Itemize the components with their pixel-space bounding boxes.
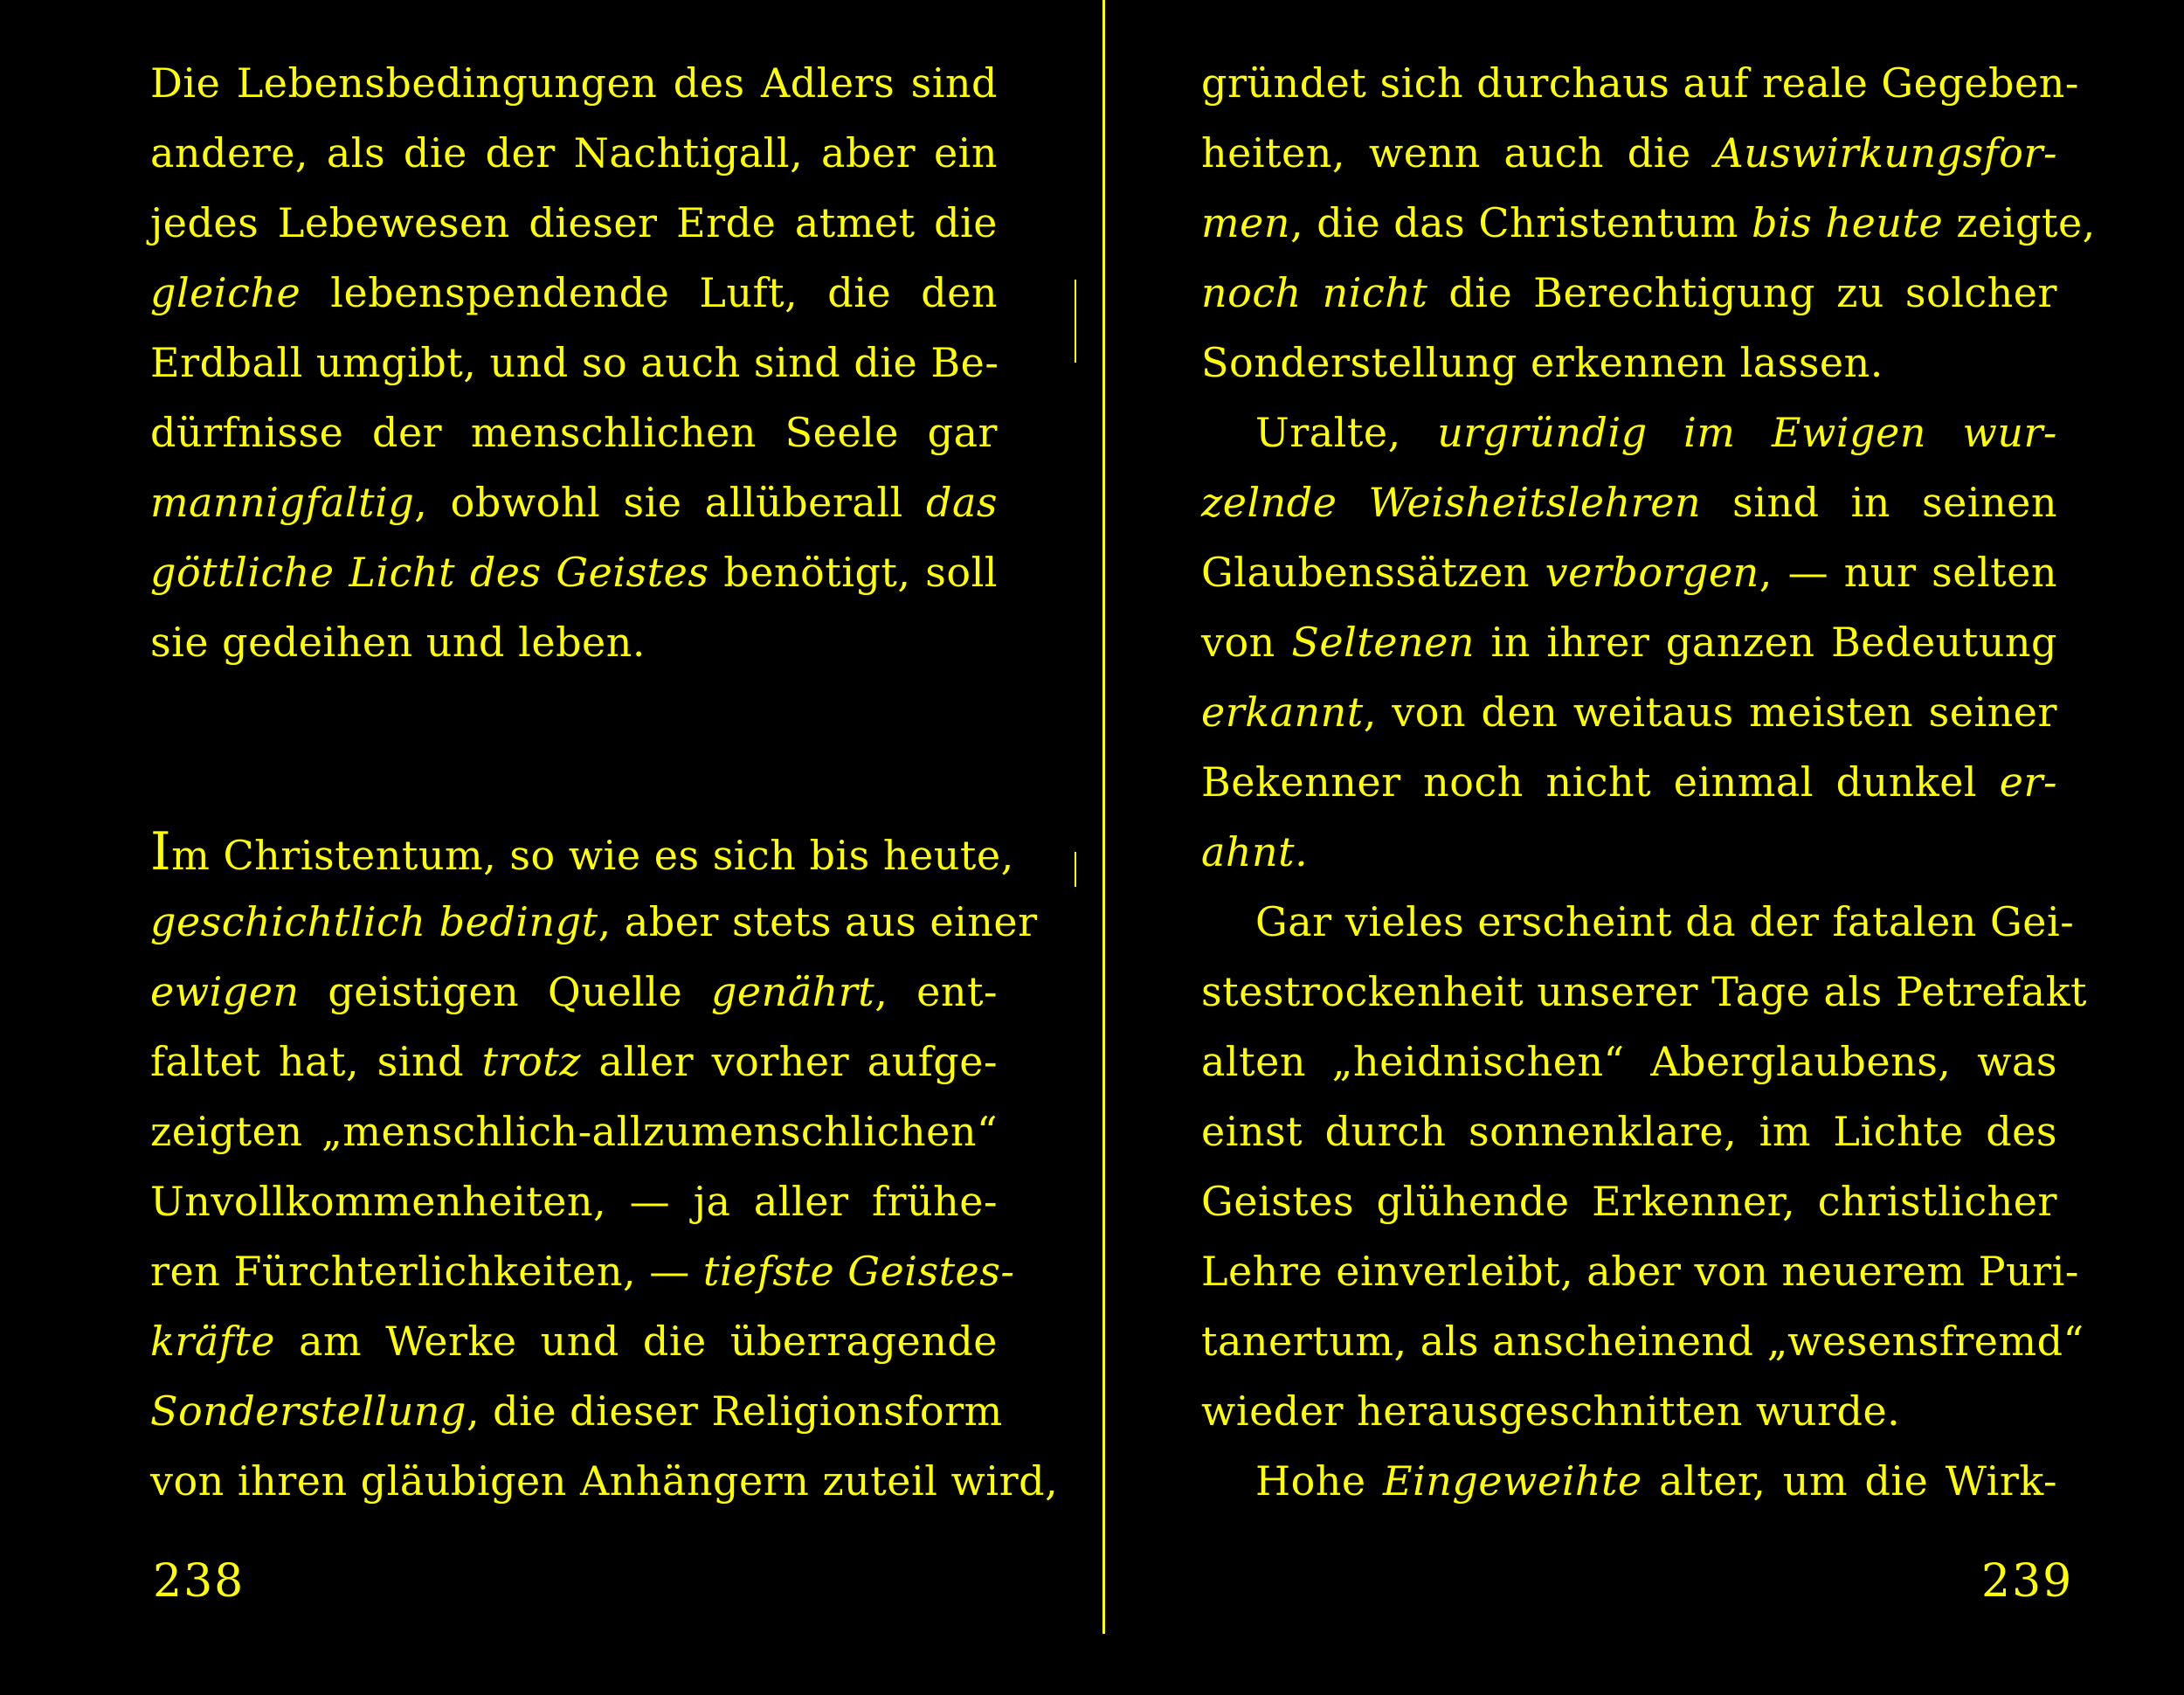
text-line (1201, 957, 2087, 1027)
book-gutter (1102, 0, 1105, 1634)
text-line (150, 1097, 998, 1166)
text-run: sie gedeihen und leben. (150, 619, 646, 666)
text-line (1201, 887, 2075, 957)
text-line (150, 398, 998, 467)
italic-text: Sonderstellung (150, 1387, 467, 1435)
page-number-left: 238 (153, 1555, 245, 1608)
italic-text: er- (1999, 758, 2057, 806)
text-run: Erdball umgibt, und so auch sind die Be- (150, 339, 999, 386)
text-run: gründet sich durchaus auf reale Gegeben- (1201, 59, 2079, 107)
text-run: , obwohl sie allüberall (414, 479, 927, 526)
text-line (150, 537, 998, 607)
text-run: andere, als die der Nachtigall, aber ein (150, 129, 998, 176)
text-line (150, 1166, 998, 1236)
text-line (150, 607, 998, 677)
text-line (150, 1446, 1059, 1516)
right-paragraph-4 (1201, 1446, 2057, 1516)
italic-text: noch nicht (1201, 269, 1428, 316)
text-run: zeigten „menschlich-allzumenschlichen“ (150, 1108, 998, 1155)
text-run: m Christentum, so wie es sich bis heute, (171, 832, 1014, 879)
text-line (150, 817, 1014, 887)
italic-text: Seltenen (1291, 619, 1475, 666)
italic-text: genährt (710, 968, 875, 1015)
text-line (1201, 1446, 2057, 1516)
text-run: Sonderstellung erkennen lassen. (1201, 339, 1883, 386)
text-line (1201, 258, 2057, 328)
gutter-mark (1075, 852, 1076, 887)
text-line (150, 48, 998, 118)
text-run: in ihrer ganzen Bedeutung (1474, 619, 2057, 666)
text-run: jedes Lebewesen dieser Erde atmet die (150, 199, 998, 246)
text-run: lebenspendende Luft, die den (301, 269, 998, 316)
text-run: von ihren gläubigen Anhängern zuteil wird, (150, 1457, 1059, 1505)
italic-text: ahnt. (1201, 828, 1309, 875)
text-line (150, 1027, 998, 1097)
page-number-right: 239 (1981, 1555, 2074, 1608)
text-line (1201, 1097, 2057, 1166)
italic-text: das (926, 479, 998, 526)
text-run: Hohe (1255, 1457, 1384, 1505)
italic-text: Auswirkungsfor- (1714, 129, 2057, 176)
italic-text: bis heute (1752, 199, 1944, 246)
text-run: aller vorher aufge- (580, 1038, 998, 1085)
text-run: Unvollkommenheiten, — ja aller frühe- (150, 1178, 998, 1225)
text-run: wieder herausgeschnitten wurde. (1201, 1387, 1901, 1435)
text-run: , aber stets aus einer (598, 898, 1038, 945)
italic-text: ewigen (150, 968, 300, 1015)
text-run: zeigte, (1943, 199, 2096, 246)
drop-cap: I (150, 821, 172, 882)
text-line (1201, 1306, 2084, 1376)
right-paragraph-1 (1201, 48, 2096, 398)
text-run: , von den weitaus meisten seiner (1363, 688, 2057, 736)
text-run: ren Fürchterlichkeiten, — (150, 1248, 703, 1295)
text-run: Lehre einverleibt, aber von neuerem Puri- (1201, 1248, 2079, 1295)
gutter-mark (1075, 280, 1076, 363)
text-run: Die Lebensbedingungen des Adlers sind (150, 59, 998, 107)
italic-text: verborgen (1545, 549, 1759, 596)
text-line (1201, 1166, 2057, 1236)
text-line (150, 258, 998, 328)
section-gap (150, 677, 998, 817)
text-run: Uralte, (1255, 409, 1438, 456)
text-line (1201, 1027, 2057, 1097)
text-line (1201, 118, 2057, 188)
text-line (1201, 1236, 2079, 1306)
italic-text: mannigfaltig (150, 479, 415, 526)
text-run: sind in seinen (1701, 479, 2057, 526)
text-line (1201, 537, 2057, 607)
text-run: stestrockenheit unserer Tage als Petrefakt (1201, 968, 2087, 1015)
text-line (150, 118, 998, 188)
text-run: von (1201, 619, 1292, 666)
text-line (1201, 607, 2057, 677)
text-run: Gar vieles erscheint da der fatalen Gei- (1255, 898, 2075, 945)
text-line (150, 1376, 1003, 1446)
right-paragraph-2 (1201, 398, 2057, 887)
text-line (1201, 1376, 2057, 1446)
text-run: faltet hat, sind (150, 1038, 482, 1085)
right-paragraph-3 (1201, 887, 2087, 1446)
italic-text: tiefste Geistes- (702, 1248, 1015, 1295)
text-run: Glaubenssätzen (1201, 549, 1545, 596)
italic-text: urgründig im Ewigen wur- (1437, 409, 2057, 456)
text-line (1201, 188, 2096, 258)
italic-text: göttliche Licht des Geistes (150, 549, 709, 596)
text-run: am Werke und die überragende (275, 1318, 998, 1365)
text-line (1201, 747, 2057, 817)
italic-text: zelnde Weisheitslehren (1201, 479, 1702, 526)
text-run: , die das Christentum (1289, 199, 1752, 246)
text-run: , die dieser Religionsform (466, 1387, 1003, 1435)
text-line (150, 1236, 1015, 1306)
italic-text: kräfte (150, 1318, 276, 1365)
text-line (1201, 817, 2057, 887)
left-page (150, 48, 1059, 1516)
text-line (150, 1306, 998, 1376)
text-run: Bekenner noch nicht einmal dunkel (1201, 758, 2000, 806)
text-run: tanertum, als anscheinend „wesensfremd“ (1201, 1318, 2084, 1365)
text-line (1201, 467, 2057, 537)
text-run: , ent- (874, 968, 998, 1015)
text-line (150, 328, 998, 398)
text-line (150, 188, 998, 258)
left-paragraph-2 (150, 817, 1059, 1516)
text-line (150, 887, 1038, 957)
text-run: Geistes glühende Erkenner, christlicher (1201, 1178, 2057, 1225)
italic-text: gleiche (150, 269, 301, 316)
italic-text: Eingeweihte (1383, 1457, 1642, 1505)
italic-text: erkannt (1201, 688, 1364, 736)
italic-text: geschichtlich bedingt (150, 898, 598, 945)
text-run: die Berechtigung zu solcher (1427, 269, 2057, 316)
text-run: geistigen Quelle (299, 968, 711, 1015)
right-page (1201, 48, 2096, 1516)
italic-text: trotz (481, 1038, 581, 1085)
text-run: heiten, wenn auch die (1201, 129, 1715, 176)
text-run: alten „heidnischen“ Aberglaubens, was (1201, 1038, 2057, 1085)
text-line (1201, 328, 2057, 398)
text-line (1201, 677, 2057, 747)
text-run: alter, um die Wirk- (1641, 1457, 2057, 1505)
text-line (1201, 48, 2079, 118)
text-line (1201, 398, 2057, 467)
text-run: benötigt, soll (708, 549, 998, 596)
text-run: dürfnisse der menschlichen Seele gar (150, 409, 998, 456)
text-line (150, 467, 998, 537)
text-run: , — nur selten (1759, 549, 2057, 596)
italic-text: men (1201, 199, 1290, 246)
left-paragraph-1 (150, 48, 998, 677)
text-run: einst durch sonnenklare, im Lichte des (1201, 1108, 2057, 1155)
text-line (150, 957, 998, 1027)
